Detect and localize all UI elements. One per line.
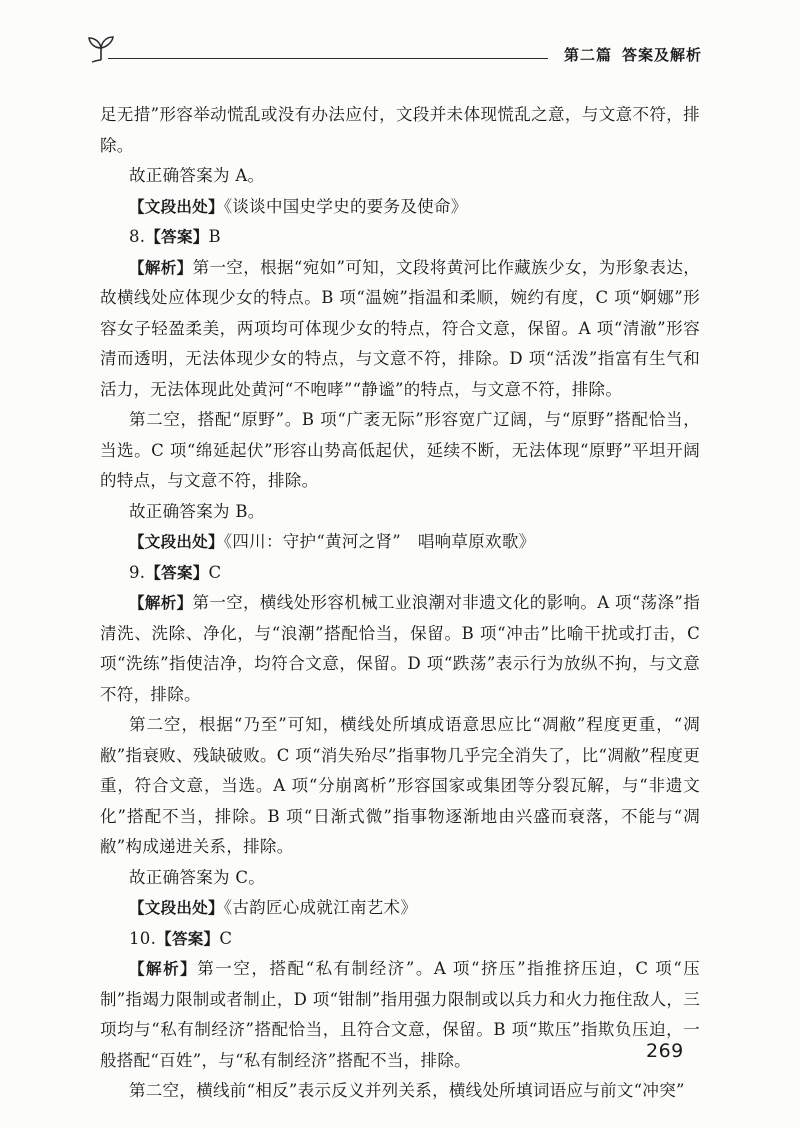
question-number: 9. — [129, 562, 146, 582]
answer-line — [100, 222, 700, 253]
page-number: 269 — [646, 1040, 684, 1062]
source-label: 【文段出处】 — [129, 533, 224, 551]
analysis-paragraph: 【解析】第一空，横线处形容机械工业浪潮对非遗文化的影响。A 项“荡涤”指清洗、洗除、净化，与“浪潮”搭配恰当，保留。B 项“冲击”比喻干扰或打击，C 项“洗练”指使洁净，均符合文意，保留。D 项“跌荡”表示行为放纵不拘，与文意不符，排除。 — [100, 593, 701, 704]
answer-value: C — [219, 928, 233, 948]
sprout-icon — [86, 34, 116, 64]
source-line — [100, 893, 700, 924]
running-title — [564, 44, 702, 65]
analysis-paragraph: 【解析】第一空，搭配“私有制经济”。A 项“挤压”指推挤压迫，C 项“压制”指竭力限制或者制止，D 项“钳制”指用强力限制或以兵力和火力拖住敌人，三项均与“私有制经济”搭配恰当，且符合文意，保留。B 项“欺压”指欺负压迫，一般搭配“百姓”，与“私有制经济”搭配不当，排除。 — [100, 959, 700, 1070]
answer-conclusion: 故正确答案为 A。 — [129, 166, 265, 185]
answer-line — [100, 924, 700, 955]
question-number: 10. — [129, 928, 157, 948]
source-title: 《古韵匠心成就江南艺术》 — [223, 898, 418, 917]
paragraph: 第二空，横线前“相反”表示反义并列关系，横线处所填词语应与前文“冲突” — [129, 1081, 685, 1100]
analysis-paragraph: 【解析】第一空，根据“宛如”可知，文段将黄河比作藏族少女，为形象表达，故横线处应体现少女的特点。B 项“温婉”指温和柔顺，婉约有度，C 项“婀娜”形容女子轻盈柔美，两项均可体现少女的特点，符合文意，保留。A 项“清澈”形容清而透明，无法体现少女的特点，与文意不符，排除。D 项“活泼”指富有生气和活力，无法体现此处黄河“不咆哮”“静谧”的特点，与文意不符，排除。 — [100, 257, 701, 399]
answer-line — [100, 558, 700, 589]
source-label: 【文段出处】 — [129, 197, 224, 216]
answer-conclusion: 故正确答案为 B。 — [129, 501, 265, 521]
question-number: 8. — [129, 227, 146, 246]
source-title: 《谈谈中国史学史的要务及使命》 — [223, 196, 468, 216]
paragraph: 足无措”形容举动慌乱或没有办法应付，文段并未体现慌乱之意，与文意不符，排除。 — [100, 105, 700, 155]
answer-value: C — [208, 562, 222, 582]
page-header — [86, 34, 702, 70]
chapter-title: 答案及解析 — [621, 46, 702, 64]
answer-label: 【答案】 — [156, 929, 220, 948]
section-label: 第二篇 — [563, 46, 612, 64]
analysis-label: 【解析】 — [129, 258, 193, 277]
answer-label: 【答案】 — [145, 563, 209, 582]
answer-explanations — [100, 100, 700, 1107]
answer-conclusion: 故正确答案为 C。 — [129, 867, 266, 887]
source-title: 《四川：守护“黄河之肾” 唱响草原欢歌》 — [223, 532, 536, 551]
paragraph: 第二空，根据“乃至”可知，横线处所填成语意思应比“凋敝”程度更重，“凋敝”指衰败、残缺破败。C 项“消失殆尽”指事物几乎完全消失了，比“凋敝”程度更重，符合文意，当选。A 项“分崩离析”形容国家或集团等分裂瓦解，与“非遗文化”搭配不当，排除。B 项“日渐式微”指事物逐渐地由兴盛而衰落，不能与“凋敝”构成递进关系，排除。 — [100, 715, 700, 856]
answer-value: B — [208, 227, 221, 246]
source-label: 【文段出处】 — [129, 899, 224, 917]
header-rule — [108, 58, 548, 59]
source-line — [100, 527, 700, 558]
analysis-label: 【解析】 — [129, 594, 193, 612]
source-line — [100, 192, 700, 223]
answer-label: 【答案】 — [145, 228, 209, 246]
analysis-label: 【解析】 — [129, 960, 198, 978]
paragraph: 第二空，搭配“原野”。B 项“广袤无际”形容宽广辽阔，与“原野”搭配恰当，当选。C 项“绵延起伏”形容山势高低起伏，延续不断，无法体现“原野”平坦开阔的特点，与文意不符，排除。 — [100, 410, 700, 490]
